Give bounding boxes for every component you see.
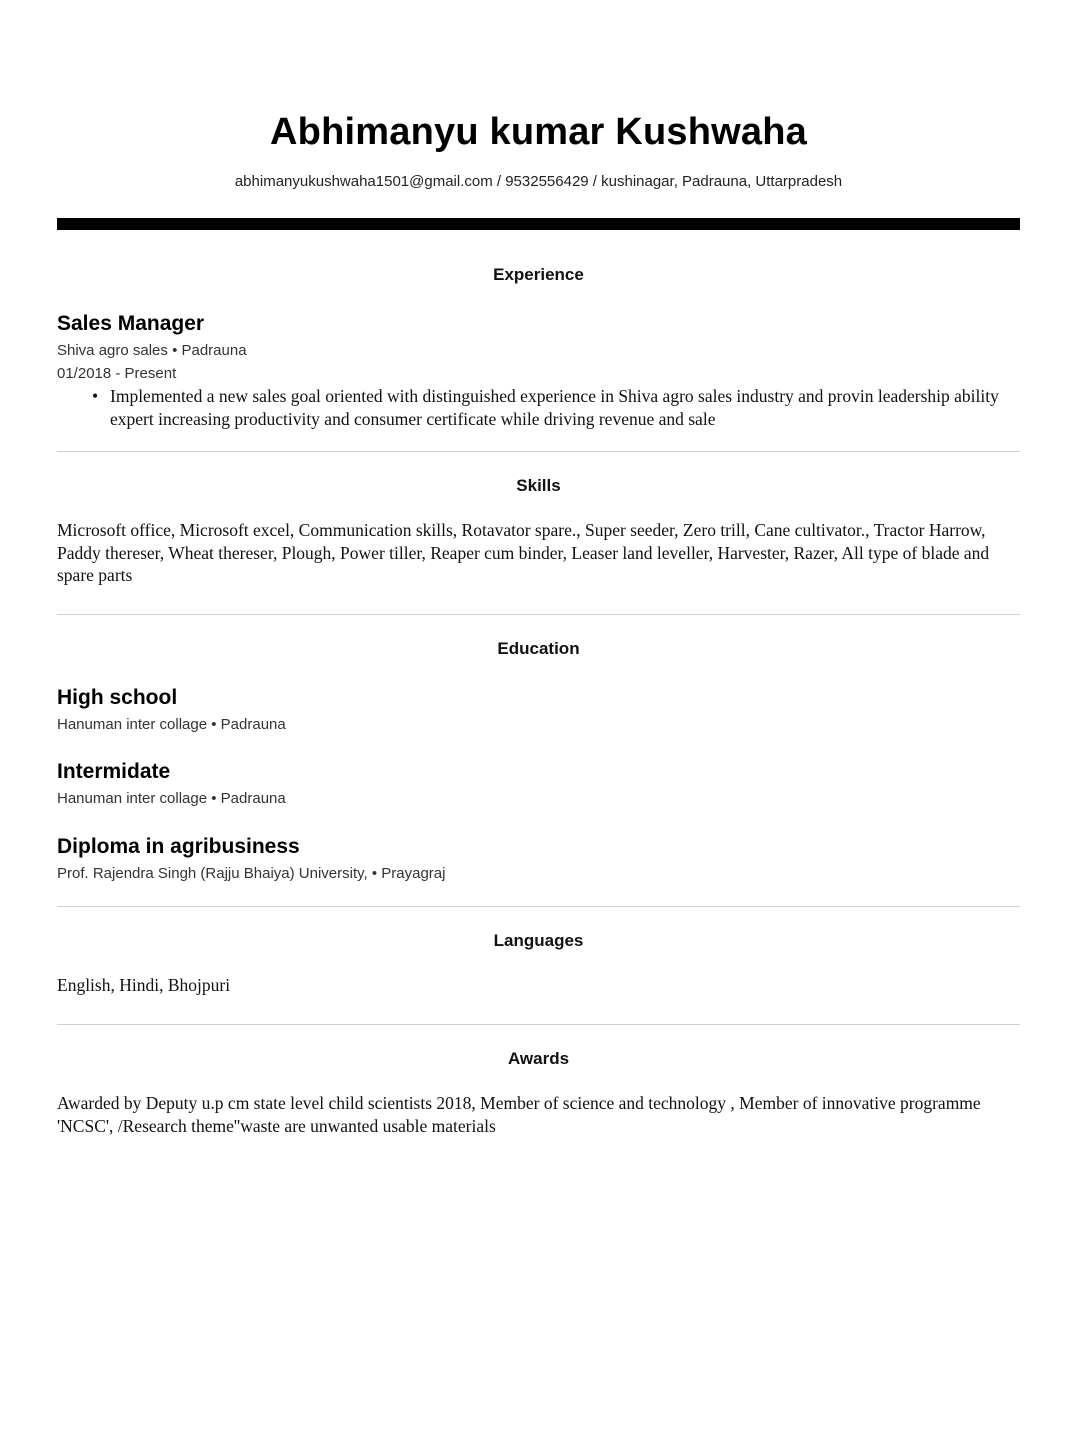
awards-heading: Awards [507,1049,570,1068]
job-title: Sales Manager [57,312,205,335]
section-divider [57,1024,1020,1025]
experience-heading: Experience [493,265,584,284]
awards-text: Awarded by Deputy u.p cm state level child scientists 2018, Member of science and technology , Member of innovative programme 'NCSC', /Research theme''waste are unwanted usable materials [57,1093,981,1136]
job-bullet [90,385,1020,430]
job-company: Shiva agro sales • Padrauna [57,342,247,359]
contact-line: abhimanyukushwaha1501@gmail.com / 9532556429 / kushinagar, Padrauna, Uttarpradesh [234,173,843,190]
education-heading: Education [497,639,580,658]
job-bullet-list [90,385,1020,430]
education-institution: Prof. Rajendra Singh (Rajju Bhaiya) University, • Prayagraj [57,865,446,882]
skills-text: Microsoft office, Microsoft excel, Communication skills, Rotavator spare., Super seeder, Zero trill, Cane cultivator., Tractor Harrow, Paddy thereser, Wheat thereser, Plough, Power tiller, Reaper cum binder, Leaser land leveller, Harvester, Razer, All type of blade and spare parts [57,520,990,585]
job-bullet-text: Implemented a new sales goal oriented with distinguished experience in Shiva agro sales industry and provin leadership ability expert increasing productivity and consumer certificate while driving revenue and sale [110,386,999,429]
education-institution: Hanuman inter collage • Padrauna [57,716,286,733]
education-institution: Hanuman inter collage • Padrauna [57,790,286,807]
bullet-icon: • [92,386,99,406]
education-title: High school [57,686,178,709]
header-divider [57,218,1020,230]
section-divider [57,614,1020,615]
skills-heading: Skills [516,476,561,495]
languages-heading: Languages [493,931,584,950]
candidate-name: Abhimanyu kumar Kushwaha [270,111,807,153]
section-divider [57,906,1020,907]
section-divider [57,451,1020,452]
job-dates: 01/2018 - Present [57,365,177,382]
education-title: Diploma in agribusiness [57,835,300,858]
education-title: Intermidate [57,760,171,783]
languages-text: English, Hindi, Bhojpuri [57,975,231,995]
